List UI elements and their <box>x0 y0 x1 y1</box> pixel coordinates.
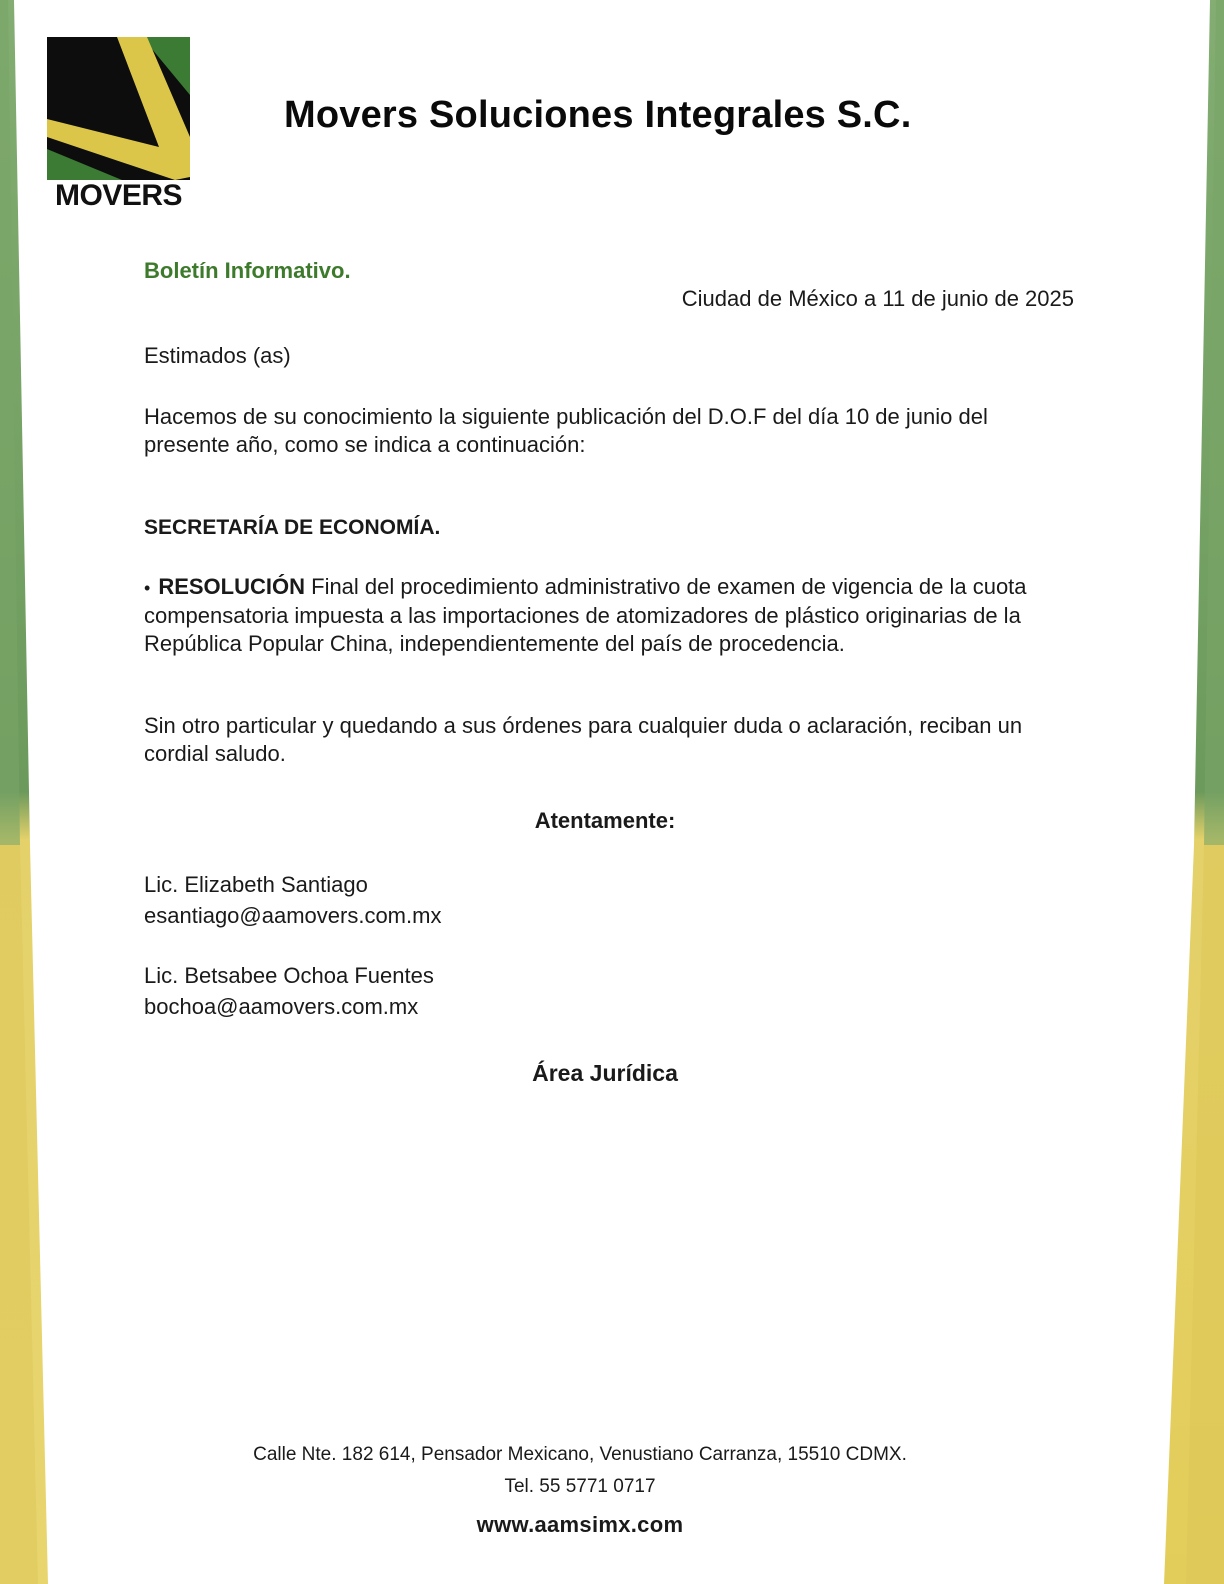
footer-address: Calle Nte. 182 614, Pensador Mexicano, Venustiano Carranza, 15510 CDMX. <box>253 1444 907 1465</box>
department-name: Área Jurídica <box>532 1060 678 1086</box>
movers-logo-mark-icon <box>47 37 190 180</box>
footer-website: www.aamsimx.com <box>476 1512 684 1537</box>
list-item <box>144 573 1054 658</box>
company-name: Movers Soluciones Integrales S.C. <box>284 94 912 136</box>
signatory-email: esantiago@aamovers.com.mx <box>144 903 442 928</box>
bulletin-title: Boletín Informativo. <box>144 258 351 283</box>
signatory-email: bochoa@aamovers.com.mx <box>144 994 419 1019</box>
closing-paragraph: Sin otro particular y quedando a sus órdenes para cualquier duda o aclaración, reciban un cordial saludo. <box>144 713 1023 766</box>
item-text: Final del procedimiento administrativo de examen de vigencia de la cuota compensatoria impuesta a las importaciones de atomizadores de plástico originarias de la República Popular China, independientemente del país de procedencia. <box>144 574 1027 656</box>
item-keyword: RESOLUCIÓN <box>158 574 305 599</box>
right-decorative-band <box>1164 0 1224 1584</box>
intro-paragraph: Hacemos de su conocimiento la siguiente publicación del D.O.F del día 10 de junio del presente año, como se indica a continuación: <box>144 404 988 457</box>
signatory-name: Lic. Betsabee Ochoa Fuentes <box>144 963 434 988</box>
greeting: Estimados (as) <box>144 343 291 368</box>
movers-logo <box>47 37 190 212</box>
signatory <box>144 869 441 931</box>
date-line: Ciudad de México a 11 de junio de 2025 <box>681 286 1074 311</box>
signatory-name: Lic. Elizabeth Santiago <box>144 872 368 897</box>
footer-phone: Tel. 55 5771 0717 <box>504 1476 656 1497</box>
bullet-icon: • <box>144 578 151 598</box>
left-decorative-band <box>0 0 60 1584</box>
signatory <box>144 960 434 1022</box>
logo-wordmark: MOVERS <box>54 179 183 212</box>
sign-off: Atentamente: <box>534 808 676 833</box>
agency-heading: SECRETARÍA DE ECONOMÍA. <box>144 516 441 539</box>
